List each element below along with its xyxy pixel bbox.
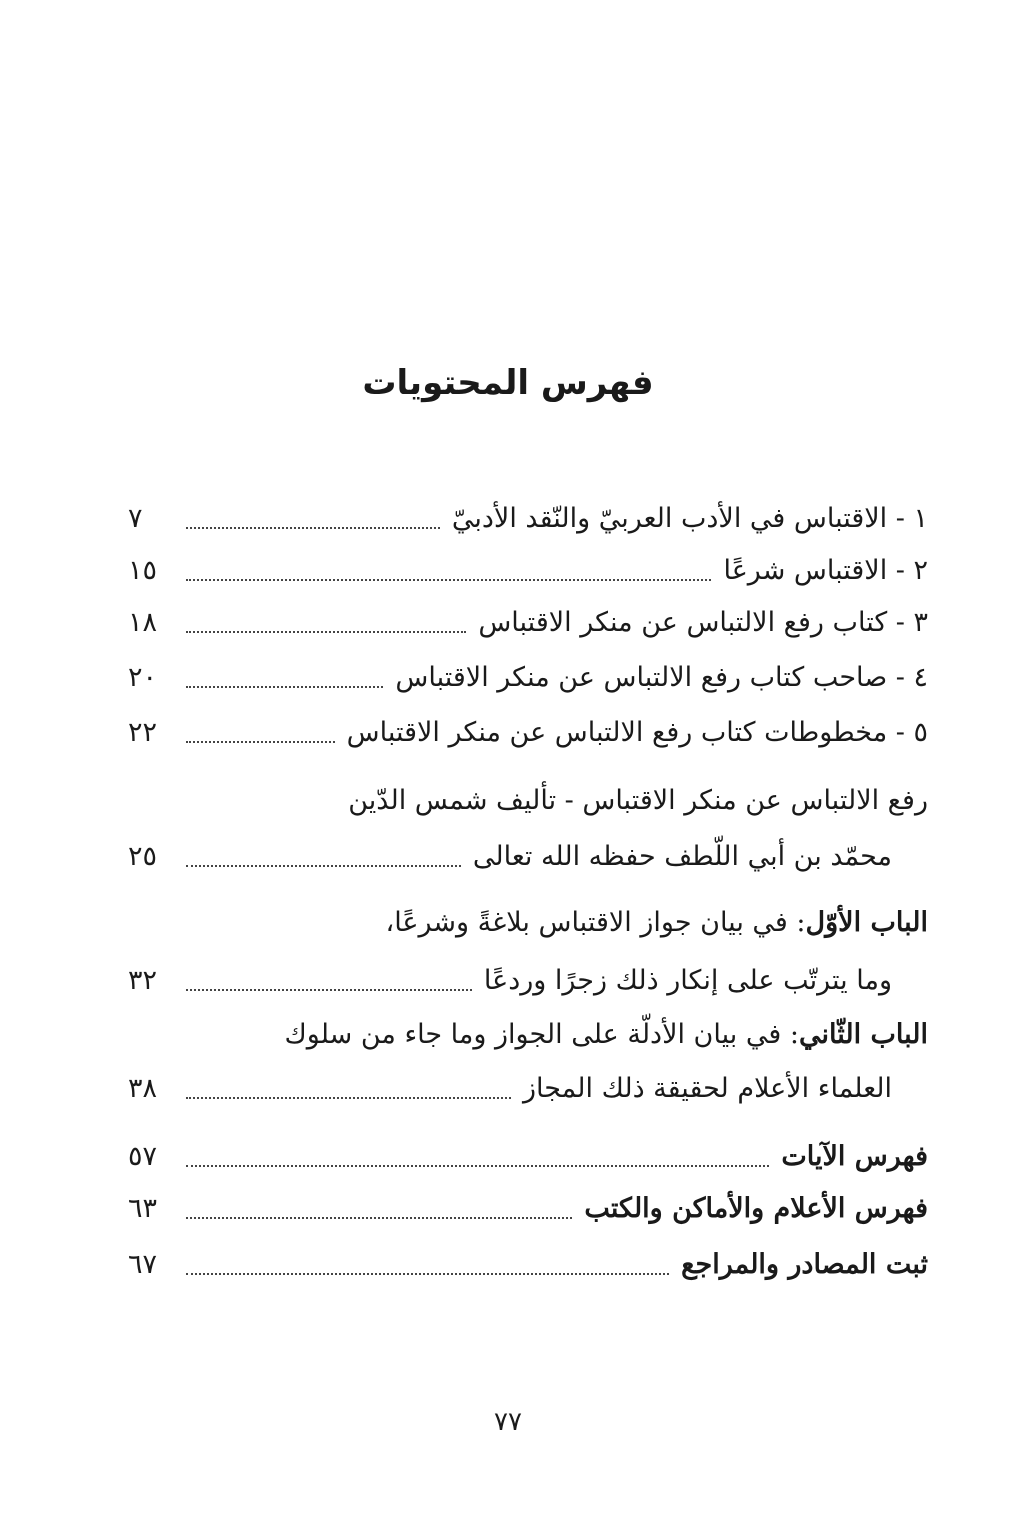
toc-index-names[interactable]	[128, 1182, 928, 1234]
chapter-description: : في بيان جواز الاقتباس بلاغةً وشرعًا،	[385, 906, 806, 938]
toc-entry-title: فهرس الآيات	[781, 1140, 928, 1172]
toc-entry-5[interactable]	[128, 706, 928, 758]
toc-page-number: ٢٢	[128, 716, 158, 748]
toc-chapter-1-line2[interactable]	[128, 954, 928, 1006]
toc-page-number: ٢٠	[128, 661, 158, 693]
toc-chapter-1-line1[interactable]	[128, 896, 928, 948]
chapter-label: الباب الأوّل	[805, 906, 928, 938]
toc-page-number: ٣٨	[128, 1072, 158, 1104]
toc-entry-4[interactable]	[128, 651, 928, 703]
dot-leader	[186, 1097, 511, 1099]
toc-entry-2[interactable]	[128, 544, 928, 596]
toc-page-number: ١٥	[128, 554, 158, 586]
dot-leader	[186, 527, 440, 529]
dot-leader	[186, 579, 711, 581]
folio-page-number: ٧٧	[494, 1407, 522, 1437]
toc-page-number: ١٨	[128, 606, 158, 638]
toc-chapter-2-line2[interactable]	[128, 1062, 928, 1114]
toc-page-number: ٥٧	[128, 1140, 158, 1172]
toc-entry-title: ثبت المصادر والمراجع	[681, 1248, 928, 1280]
toc-entry-1[interactable]	[128, 492, 928, 544]
dot-leader	[186, 1273, 669, 1275]
toc-page-number: ٧	[128, 502, 143, 534]
toc-entry-title: محمّد بن أبي اللّطف حفظه الله تعالى	[472, 840, 892, 872]
toc-entry-title: ٥ - مخطوطات كتاب رفع الالتباس عن منكر الاقتباس	[346, 716, 928, 748]
toc-entry-title: ١ - الاقتباس في الأدب العربيّ والنّقد الأدبيّ	[451, 502, 928, 534]
toc-page-number: ٦٣	[128, 1192, 158, 1224]
toc-entry-title: وما يترتّب على إنكار ذلك زجرًا وردعًا	[483, 964, 892, 996]
dot-leader	[186, 1165, 769, 1167]
toc-page-number: ٣٢	[128, 964, 158, 996]
toc-entry-title: ٢ - الاقتباس شرعًا	[723, 554, 928, 586]
toc-main-text-line2[interactable]	[128, 830, 928, 882]
toc-page-number: ٢٥	[128, 840, 158, 872]
toc-index-verses[interactable]	[128, 1130, 928, 1182]
dot-leader	[186, 741, 335, 743]
toc-entry-title: فهرس الأعلام والأماكن والكتب	[584, 1192, 928, 1224]
toc-entry-title: رفع الالتباس عن منكر الاقتباس - تأليف شمس الدّين	[348, 784, 928, 816]
toc-chapter-2-line1[interactable]	[128, 1008, 928, 1060]
dot-leader	[186, 1217, 572, 1219]
toc-entry-title: العلماء الأعلام لحقيقة ذلك المجاز	[522, 1072, 892, 1104]
dot-leader	[186, 631, 466, 633]
chapter-label: الباب الثّاني	[798, 1018, 928, 1050]
page-title: فهرس المحتويات	[362, 363, 654, 403]
toc-entry-title: ٤ - صاحب كتاب رفع الالتباس عن منكر الاقتباس	[395, 661, 928, 693]
dot-leader	[186, 686, 383, 688]
dot-leader	[186, 989, 472, 991]
chapter-description: : في بيان الأدلّة على الجواز وما جاء من سلوك	[284, 1018, 799, 1050]
toc-chapter-title	[385, 907, 928, 938]
dot-leader	[186, 865, 461, 867]
toc-index-sources[interactable]	[128, 1238, 928, 1290]
toc-entry-3[interactable]	[128, 596, 928, 648]
toc-main-text-line1[interactable]	[128, 774, 928, 826]
toc-page-number: ٦٧	[128, 1248, 158, 1280]
toc-entry-title: ٣ - كتاب رفع الالتباس عن منكر الاقتباس	[478, 606, 928, 638]
toc-chapter-title	[285, 1019, 928, 1050]
